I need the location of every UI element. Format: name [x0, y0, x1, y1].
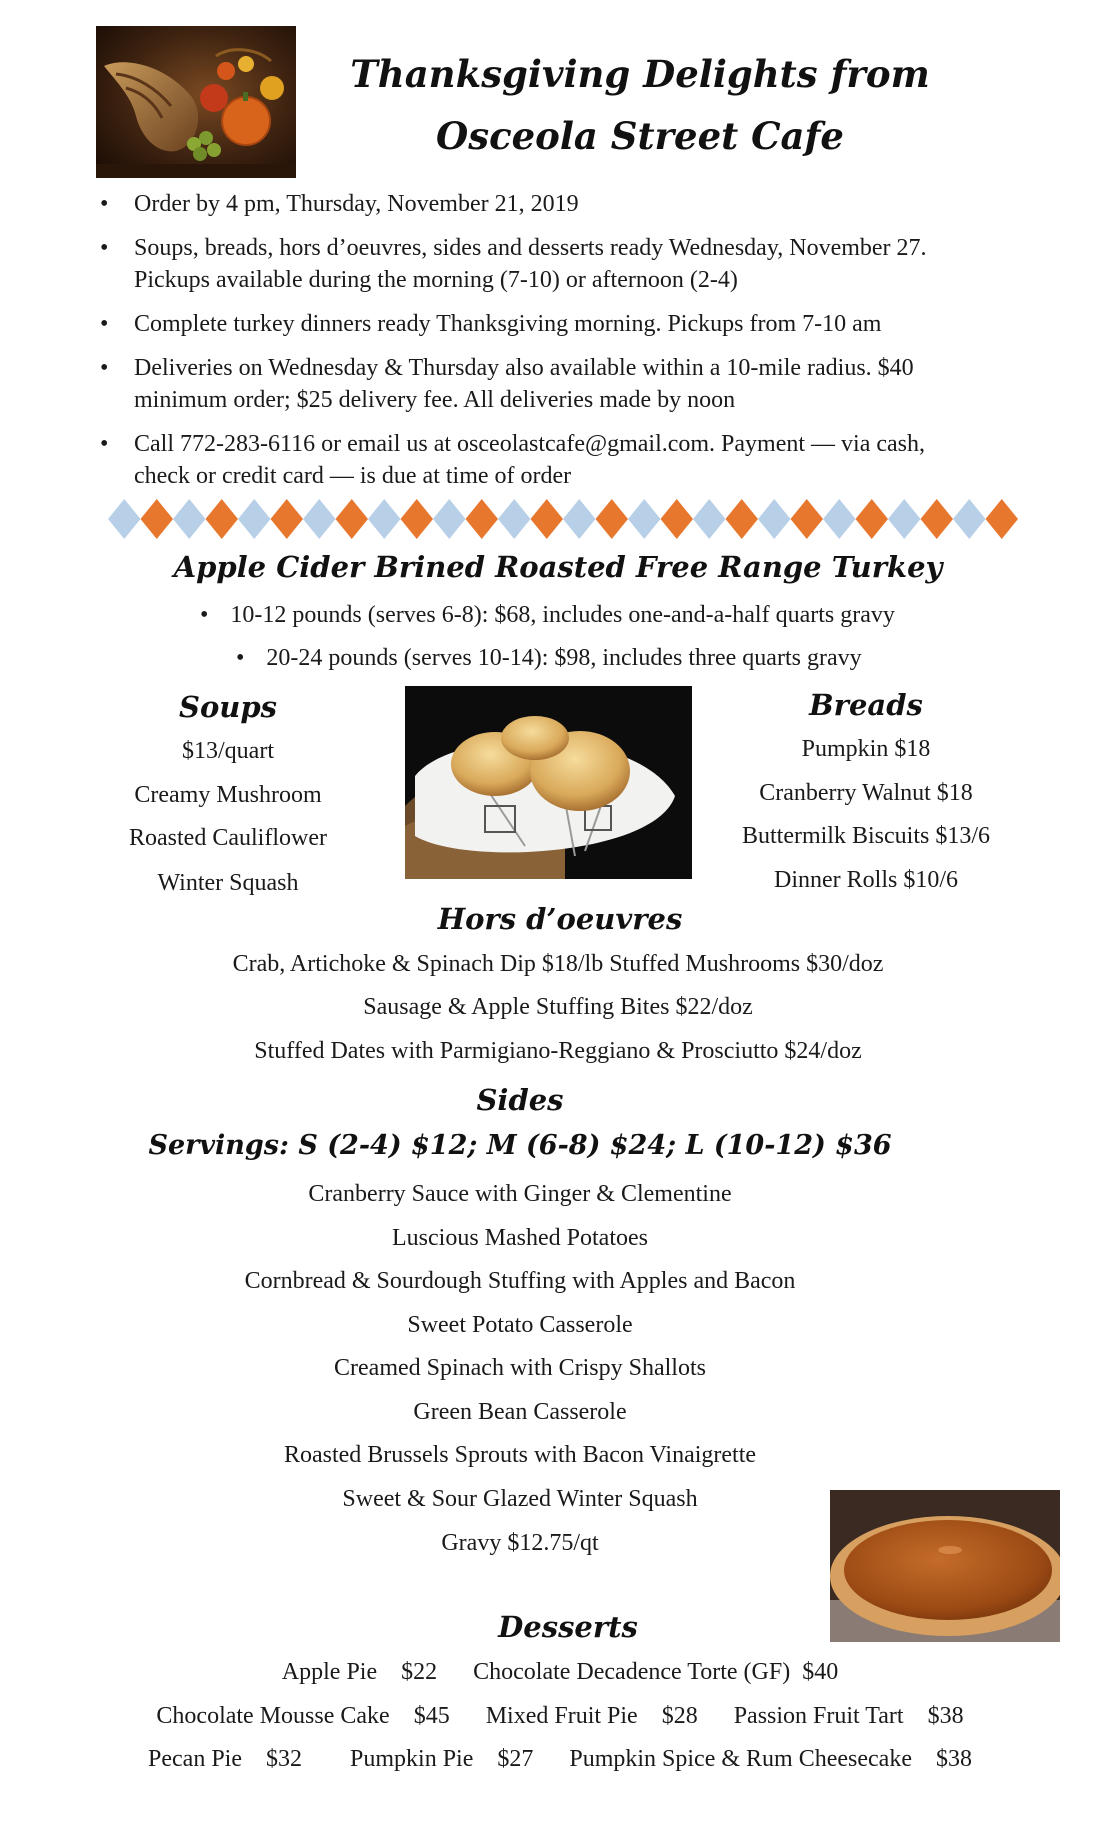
side-item: Cranberry Sauce with Ginger & Clementine [308, 1181, 732, 1207]
hors-doeuvres-heading: Hors d’oeuvres [437, 902, 683, 936]
info-item-ready-times [96, 232, 1026, 296]
diamond-shape [563, 499, 596, 539]
info-line: • Deliveries on Wednesday & Thursday also available within a 10-mile radius. $40 [134, 355, 914, 381]
side-item: Cornbread & Sourdough Stuffing with Apples and Bacon [244, 1268, 796, 1294]
diamond-shape [823, 499, 856, 539]
diamond-shape [986, 499, 1019, 539]
diamond-shape [693, 499, 726, 539]
desserts-heading: Desserts [498, 1610, 638, 1644]
diamond-shape [856, 499, 889, 539]
diamond-shape [661, 499, 694, 539]
sides-servings-pricing: Servings: S (2-4) $12; M (6-8) $24; L (10-12) $36 [148, 1130, 892, 1161]
info-line: • Complete turkey dinners ready Thanksgiving morning. Pickups from 7-10 am [134, 311, 882, 337]
diamond-shape [238, 499, 271, 539]
diamond-shape [791, 499, 824, 539]
turkey-option-small [200, 602, 1000, 629]
dessert-row: Chocolate Mousse Cake $45 Mixed Fruit Pie $28 Passion Fruit Tart $38 [156, 1703, 964, 1729]
diamond-shape [758, 499, 791, 539]
side-item: Sweet & Sour Glazed Winter Squash [342, 1486, 698, 1512]
diamond-shape [628, 499, 661, 539]
sides-heading: Sides [476, 1083, 564, 1117]
diamond-shape [888, 499, 921, 539]
breads-heading: Breads [809, 688, 923, 722]
cornucopia-image [96, 26, 296, 178]
info-line: minimum order; $25 delivery fee. All deliveries made by noon [134, 387, 736, 413]
diamond-shape [921, 499, 954, 539]
diamond-shape [141, 499, 174, 539]
turkey-option-large [236, 645, 1036, 672]
bread-item: Cranberry Walnut $18 [759, 780, 973, 806]
diamond-shape [596, 499, 629, 539]
info-item-deliveries [96, 352, 1026, 416]
diamond-shape [498, 499, 531, 539]
hors-doeuvres-item: Sausage & Apple Stuffing Bites $22/doz [363, 994, 753, 1020]
info-item-contact [96, 428, 1026, 492]
side-item: Luscious Mashed Potatoes [392, 1225, 648, 1251]
pumpkin-pie-image [830, 1490, 1060, 1642]
info-line: • Soups, breads, hors d’oeuvres, sides and desserts ready Wednesday, November 27. [134, 235, 927, 261]
bread-item: Buttermilk Biscuits $13/6 [741, 823, 990, 849]
hors-doeuvres-item: Crab, Artichoke & Spinach Dip $18/lb Stuffed Mushrooms $30/doz [232, 951, 884, 977]
soup-item: Winter Squash [157, 870, 299, 896]
turkey-heading: Apple Cider Brined Roasted Free Range Turkey [173, 550, 943, 584]
info-item-turkey-pickup [96, 308, 1026, 340]
diamond-shape [433, 499, 466, 539]
side-item: Gravy $12.75/qt [441, 1530, 599, 1556]
diamond-shape [206, 499, 239, 539]
page-title-line-2: Osceola Street Cafe [436, 114, 844, 158]
info-line: • Call 772-283-6116 or email us at osceolastcafe@gmail.com. Payment — via cash, [134, 431, 926, 457]
diamond-shape [466, 499, 499, 539]
diamond-shape [726, 499, 759, 539]
diamond-shape [303, 499, 336, 539]
side-item: Green Bean Casserole [413, 1399, 627, 1425]
diamond-shape [531, 499, 564, 539]
page-title-line-1: Thanksgiving Delights from [350, 52, 930, 96]
dessert-row: Pecan Pie $32 Pumpkin Pie $27 Pumpkin Spice & Rum Cheesecake $38 [148, 1746, 972, 1772]
soup-item: Creamy Mushroom [134, 782, 322, 808]
biscuit-basket-image [405, 686, 692, 879]
side-item: Roasted Brussels Sprouts with Bacon Vinaigrette [283, 1442, 757, 1468]
diamond-shape [108, 499, 141, 539]
bread-item: Pumpkin $18 [801, 736, 931, 762]
info-line: • Order by 4 pm, Thursday, November 21, 2019 [134, 191, 579, 217]
bread-item: Dinner Rolls $10/6 [774, 867, 958, 893]
turkey-option-text: 10-12 pounds (serves 6-8): $68, includes one-and-a-half quarts gravy [230, 602, 895, 628]
order-info-list [96, 188, 1026, 504]
hors-doeuvres-item: Stuffed Dates with Parmigiano-Reggiano & Prosciutto $24/doz [254, 1038, 862, 1064]
dessert-row: Apple Pie $22 Chocolate Decadence Torte (GF) $40 [281, 1659, 839, 1685]
diamond-shape [173, 499, 206, 539]
side-item: Creamed Spinach with Crispy Shallots [334, 1355, 706, 1381]
diamond-border-divider [108, 497, 1018, 541]
soup-item: Roasted Cauliflower [129, 825, 327, 851]
turkey-option-text: 20-24 pounds (serves 10-14): $98, includes three quarts gravy [266, 645, 862, 671]
soup-price: $13/quart [182, 738, 274, 764]
diamond-shape [271, 499, 304, 539]
diamond-shape [401, 499, 434, 539]
info-line: check or credit card — is due at time of order [134, 463, 572, 489]
diamond-shape [368, 499, 401, 539]
info-line: Pickups available during the morning (7-10) or afternoon (2-4) [134, 267, 738, 293]
diamond-shape [336, 499, 369, 539]
soups-heading: Soups [179, 690, 277, 724]
info-item-order-deadline [96, 188, 1026, 220]
diamond-shape [953, 499, 986, 539]
side-item: Sweet Potato Casserole [407, 1312, 633, 1338]
